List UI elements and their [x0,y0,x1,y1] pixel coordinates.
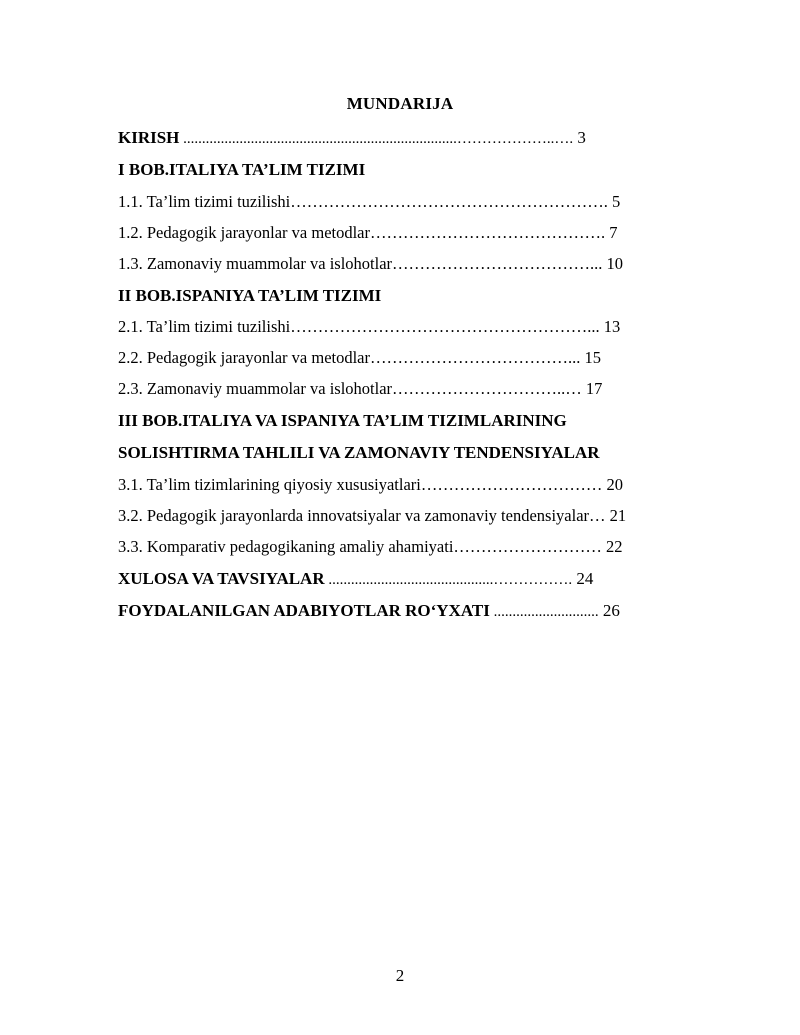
toc-chapter-heading-3-line-2 [118,443,600,463]
toc-entry-text: KIRISH [118,128,180,147]
toc-entry-xulosa [118,569,593,590]
toc-page-number: 22 [601,537,623,556]
toc-leader: ………………………………………………... [290,317,600,336]
toc-entry-2-2 [118,348,601,368]
toc-entry-text: 2.3. Zamonaviy muammolar va islohotlar [118,379,393,398]
page-footer-number: 2 [395,966,405,985]
toc-leader: ………………………………... [370,348,581,367]
toc-title: MUNDARIJA [346,94,454,113]
toc-entry-text: I BOB.ITALIYA TA’LIM TIZIMI [118,160,366,179]
toc-leader: …………………………………………………. [290,192,608,211]
toc-entry-3-1 [118,475,623,495]
toc-entry-text: 3.3. Komparativ pedagogikaning amaliy ahamiyati [118,537,454,556]
toc-leader: ………………………………... [392,254,603,273]
toc-chapter-heading-2 [118,286,381,306]
toc-entry-text: 2.1. Ta’lim tizimi tuzilishi [118,317,291,336]
toc-page-number: 10 [602,254,624,273]
toc-entry-text: 3.1. Ta’lim tizimlarining qiyosiy xususiyatlari [118,475,421,494]
toc-page-number: 15 [580,348,602,367]
toc-entry-text: XULOSA VA TAVSIYALAR [118,569,325,588]
toc-leader: ............................ [489,604,599,620]
toc-page-number: 5 [607,192,621,211]
toc-page-number: 21 [605,506,627,525]
toc-leader: ............................................……………. [324,572,573,588]
toc-page-number: 20 [602,475,623,494]
toc-entry-2-3 [118,379,602,399]
toc-page-number: 13 [599,317,621,336]
toc-entry-1-2 [118,223,618,243]
toc-chapter-heading-1 [118,160,365,180]
toc-entry-1-1 [118,192,620,212]
toc-entry-text: 1.1. Ta’lim tizimi tuzilishi [118,192,291,211]
toc-leader: … [589,506,606,525]
toc-page-number: 3 [573,128,586,147]
toc-entry-adabiyotlar [118,601,620,622]
toc-leader: ……………………… [453,537,602,556]
toc-leader: …………………………… [420,475,603,494]
toc-entry-text: 1.2. Pedagogik jarayonlar va metodlar [118,223,371,242]
toc-entry-text: 3.2. Pedagogik jarayonlarda innovatsiyalar va zamonaviy tendensiyalar [118,506,590,525]
toc-entry-text: FOYDALANILGAN ADABIYOTLAR RO‘YXATI [118,601,490,620]
toc-page-number: 17 [581,379,603,398]
toc-entry-1-3 [118,254,623,274]
toc-entry-text: SOLISHTIRMA TAHLILI VA ZAMONAVIY TENDENSIYALAR [118,443,600,462]
toc-page-number: 7 [605,223,618,242]
toc-entry-text: 2.2. Pedagogik jarayonlar va metodlar [118,348,371,367]
toc-entry-2-1 [118,317,620,337]
toc-entry-text: 1.3. Zamonaviy muammolar va islohotlar [118,254,393,273]
toc-page-number: 24 [572,569,594,588]
toc-chapter-heading-3-line-1 [118,411,567,431]
toc-entry-text: III BOB.ITALIYA VA ISPANIYA TA’LIM TIZIMLARINING [118,411,567,430]
toc-leader: …………………………..… [392,379,582,398]
toc-entry-3-2 [118,506,626,526]
toc-entry-3-3 [118,537,623,557]
toc-entry-kirish [118,128,586,149]
toc-leader: .........................................................................………………..…. [179,131,574,147]
toc-leader: ……………………………………. [370,223,606,242]
toc-page-number: 26 [598,601,620,620]
toc-entry-text: II BOB.ISPANIYA TA’LIM TIZIMI [118,286,382,305]
